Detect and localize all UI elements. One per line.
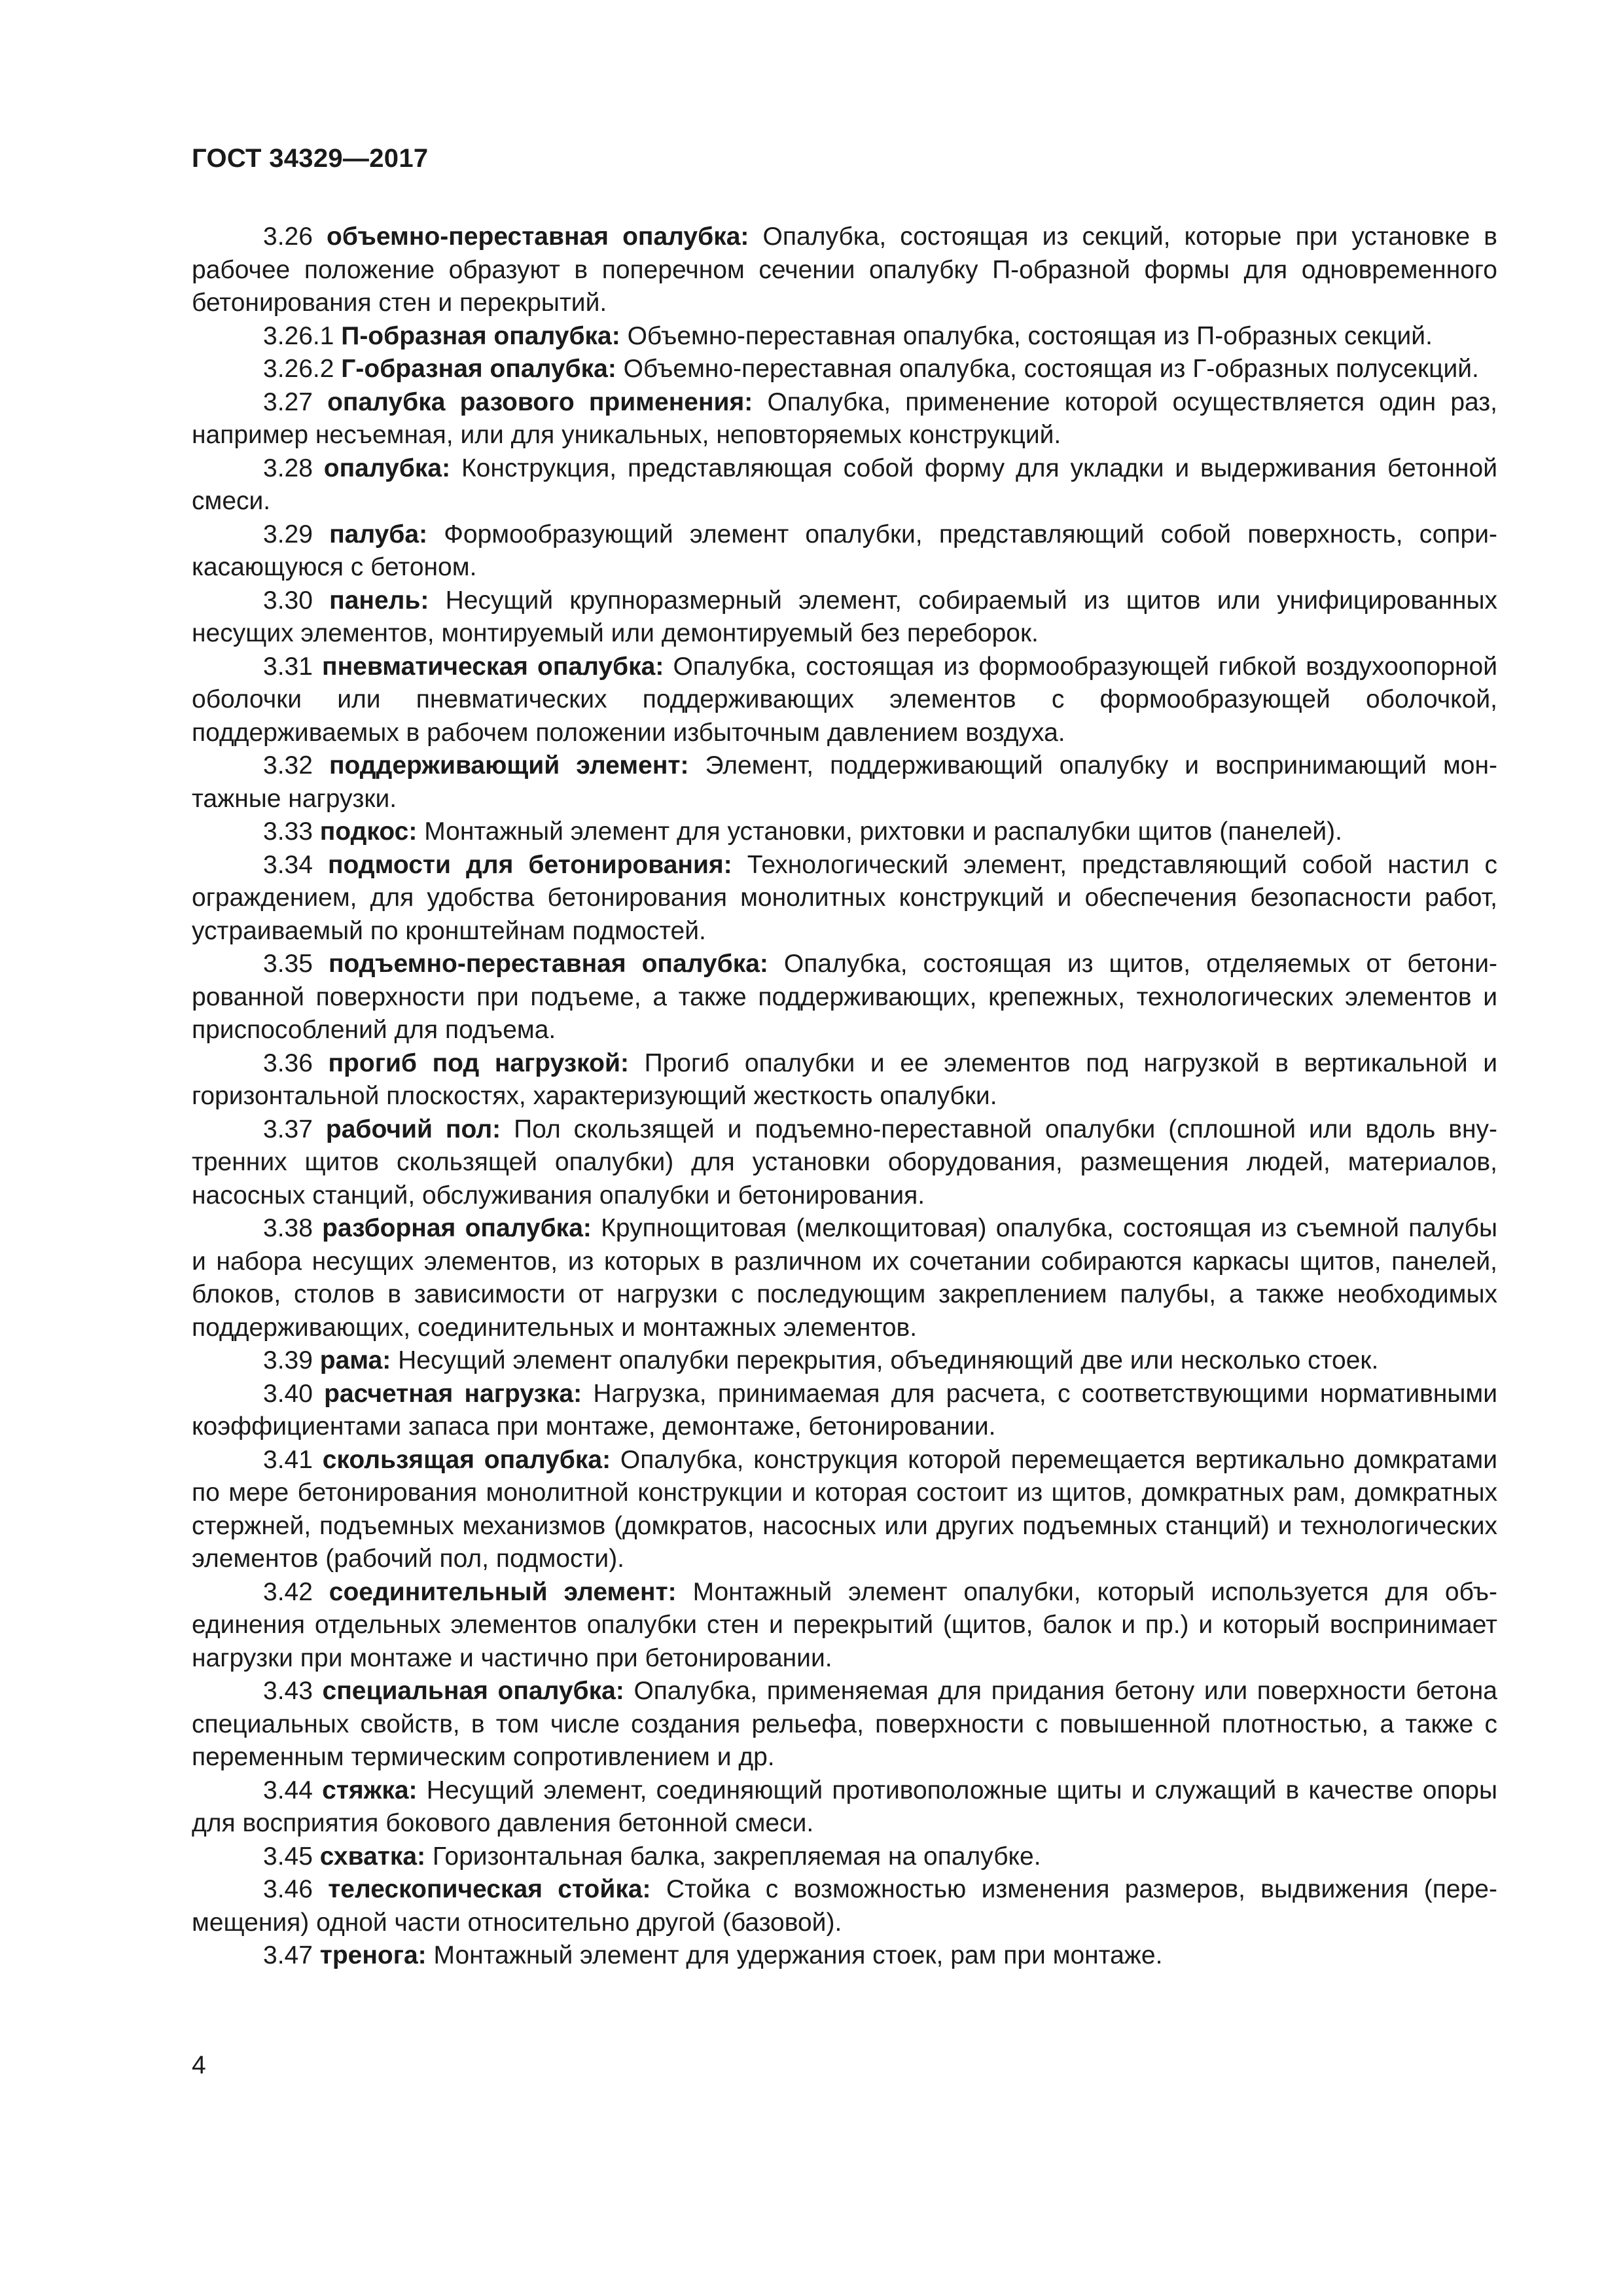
definition-entry: [192, 221, 1497, 320]
entry-term: скользящая опалубка:: [322, 1445, 611, 1474]
entry-term: рабочий пол:: [325, 1115, 501, 1143]
entry-term: опалубка:: [323, 454, 451, 482]
entry-text: Опалубка, конструкция которой перемещается вертикально домкратами по мере бетонирования монолитной конструкции и которая состоит из щитов, домкратных рам, домкратных стержней, подъемных механизмов (домкратов, насосных или других подъемных станций) и технологических элементов (рабочий пол, подмости).: [192, 1445, 1497, 1573]
entry-term: телескопическая стойка:: [328, 1875, 651, 1903]
entry-term: подъемно-переставная опалубка:: [328, 950, 768, 978]
definition-entry: [192, 749, 1497, 816]
entry-term: подкос:: [319, 817, 418, 846]
definition-entry: [192, 1840, 1497, 1874]
entry-text: Формообразующий элемент опалубки, представляющий собой поверхность, соприкасающуюся с бетоном.: [192, 520, 1497, 581]
entry-text: Стойка с возможностью изменения размеров, выдвижения (перемещения) одной части относительно другой (базовой).: [192, 1875, 1497, 1937]
entry-text: Опалубка, применяемая для придания бетону или поверхности бетона специальных свойств, в том числе создания рельефа, поверхности с повышенной плотностью, а также с переменным термическим сопротивлением и др.: [192, 1677, 1497, 1771]
entry-term: рама:: [319, 1346, 391, 1374]
entry-number: 3.26: [263, 223, 313, 251]
definition-entry: [192, 651, 1497, 750]
entry-text: Монтажный элемент для установки, рихтовки и распалубки щитов (панелей).: [424, 817, 1342, 846]
entry-term: разборная опалубка:: [322, 1214, 592, 1242]
entry-number: 3.26.1: [263, 321, 334, 350]
entry-term: тренога:: [319, 1941, 427, 1969]
entry-number: 3.29: [263, 520, 313, 548]
definitions-list: [192, 221, 1497, 1973]
entry-text: Несущий элемент опалубки перекрытия, объединяющий две или несколько стоек.: [398, 1346, 1379, 1374]
definition-entry: [192, 386, 1497, 452]
entry-number: 3.44: [263, 1776, 313, 1804]
entry-text: Опалубка, применение которой осуществляется один раз, например несъемная, или для уникальных, неповторяемых конструкций.: [192, 387, 1497, 449]
entry-number: 3.30: [263, 586, 313, 615]
entry-text: Опалубка, состоящая из щитов, отделяемых от бетонированной поверхности при подъеме, а также поддерживающих, крепежных, технологических элементов и приспособлений для подъема.: [192, 950, 1497, 1044]
entry-term: объемно-переставная опалубка:: [327, 223, 749, 251]
entry-number: 3.32: [263, 751, 313, 780]
definition-entry: [192, 584, 1497, 651]
entry-text: Несущий крупноразмерный элемент, собираемый из щитов или унифицированных несущих элементов, монтируемый или демонтируемый без переборок.: [192, 586, 1498, 647]
entry-text: Пол скользящей и подъемно-переставной опалубки (сплошной или вдоль внутренних щитов скользящей опалубки) для установки оборудования, размещения людей, материалов, насосных станций, обслуживания опалубки и бетонирования.: [192, 1115, 1497, 1210]
definition-entry: [192, 452, 1497, 518]
entry-number: 3.43: [263, 1677, 313, 1705]
entry-text: Монтажный элемент для удержания стоек, рам при монтаже.: [433, 1941, 1163, 1969]
definition-entry: [192, 1873, 1497, 1939]
entry-number: 3.42: [263, 1577, 313, 1606]
entry-text: Прогиб опалубки и ее элементов под нагрузкой в вертикальной и горизонтальной плоскостях, характеризующий жесткость опалубки.: [192, 1049, 1497, 1110]
definition-entry: [192, 1047, 1497, 1113]
entry-number: 3.36: [263, 1049, 313, 1077]
entry-number: 3.37: [263, 1115, 313, 1143]
definition-entry: [192, 1212, 1497, 1344]
entry-term: Г-образная опалубка:: [341, 355, 616, 383]
page-number: 4: [192, 2051, 206, 2079]
definition-entry: [192, 948, 1497, 1047]
entry-number: 3.31: [263, 652, 313, 681]
entry-text: Нагрузка, принимаемая для расчета, с соответствующими нормативными коэффициентами запаса при монтаже, демонтаже, бетонировании.: [192, 1379, 1497, 1441]
document-header: ГОСТ 34329—2017: [192, 144, 429, 173]
definition-entry: [192, 1576, 1497, 1676]
entry-number: 3.27: [263, 387, 313, 416]
entry-term: палуба:: [329, 520, 428, 548]
entry-number: 3.46: [263, 1875, 313, 1903]
entry-text: Монтажный элемент опалубки, который используется для объединения отдельных элементов опалубки стен и перекрытий (щитов, балок и пр.) и который воспринимает нагрузки при монтаже и частично при бетонировании.: [192, 1577, 1498, 1672]
entry-text: Элемент, поддерживающий опалубку и воспринимающий монтажные нагрузки.: [192, 751, 1497, 813]
entry-term: опалубка разового применения:: [327, 387, 753, 416]
entry-term: расчетная нагрузка:: [324, 1379, 582, 1408]
entry-number: 3.33: [263, 817, 313, 846]
entry-term: пневматическая опалубка:: [322, 652, 664, 681]
entry-text: Технологический элемент, представляющий собой настил с ограждением, для удобства бетонирования монолитных конструкций и обеспечения безопасности работ, устраиваемый по кронштейнам подмостей.: [192, 850, 1497, 945]
entry-number: 3.40: [263, 1379, 313, 1408]
definition-entry: [192, 1444, 1497, 1576]
definition-entry: [192, 849, 1497, 948]
entry-number: 3.41: [263, 1445, 313, 1474]
definition-entry: [192, 518, 1497, 584]
entry-number: 3.47: [263, 1941, 313, 1969]
entry-term: панель:: [329, 586, 429, 615]
definition-entry: [192, 353, 1497, 386]
definition-entry: [192, 1113, 1497, 1213]
entry-text: Крупнощитовая (мелкощитовая) опалубка, состоящая из съемной палубы и набора несущих элементов, из которых в различном их сочетании собираются каркасы щитов, панелей, блоков, столов в зависимости от нагрузки с последующим закреплением палубы, а также необходимых поддерживающих, соединительных и монтажных элементов.: [192, 1214, 1497, 1342]
definition-entry: [192, 1378, 1497, 1444]
entry-term: поддерживающий элемент:: [329, 751, 689, 780]
entry-term: стяжка:: [322, 1776, 418, 1804]
definition-entry: [192, 1774, 1497, 1840]
entry-number: 3.34: [263, 850, 313, 879]
entry-number: 3.26.2: [263, 355, 334, 383]
entry-text: Конструкция, представляющая собой форму для укладки и выдерживания бетонной смеси.: [192, 454, 1498, 515]
entry-text: Горизонтальная балка, закрепляемая на опалубке.: [432, 1842, 1041, 1871]
definition-entry: [192, 816, 1497, 849]
entry-number: 3.39: [263, 1346, 313, 1374]
entry-text: Объемно-переставная опалубка, состоящая из П-образных секций.: [627, 321, 1433, 350]
entry-text: Опалубка, состоящая из секций, которые при установке в рабочее положение образуют в поперечном сечении опалубку П-образной формы для одновременного бетонирования стен и перекрытий.: [192, 223, 1497, 317]
definition-entry: [192, 1675, 1497, 1774]
definition-entry: [192, 320, 1497, 353]
entry-text: Объемно-переставная опалубка, состоящая из Г-образных полусекций.: [623, 355, 1479, 383]
entry-term: П-образная опалубка:: [341, 321, 620, 350]
entry-number: 3.38: [263, 1214, 313, 1242]
entry-term: схватка:: [319, 1842, 426, 1871]
entry-number: 3.45: [263, 1842, 313, 1871]
entry-term: специальная опалубка:: [322, 1677, 624, 1705]
entry-text: Опалубка, состоящая из формообразующей гибкой воздухоопорной оболочки или пневматических поддерживающих элементов с формообразующей оболочкой, поддерживаемых в рабочем положении избыточным давлением воздуха.: [192, 652, 1498, 747]
entry-term: прогиб под нагрузкой:: [328, 1049, 629, 1077]
entry-text: Несущий элемент, соединяющий противоположные щиты и служащий в качестве опоры для восприятия бокового давления бетонной смеси.: [192, 1776, 1497, 1837]
entry-number: 3.35: [263, 950, 313, 978]
definition-entry: [192, 1344, 1497, 1378]
definition-entry: [192, 1939, 1497, 1973]
entry-number: 3.28: [263, 454, 313, 482]
entry-term: подмости для бетонирования:: [327, 850, 732, 879]
entry-term: соединительный элемент:: [329, 1577, 677, 1606]
